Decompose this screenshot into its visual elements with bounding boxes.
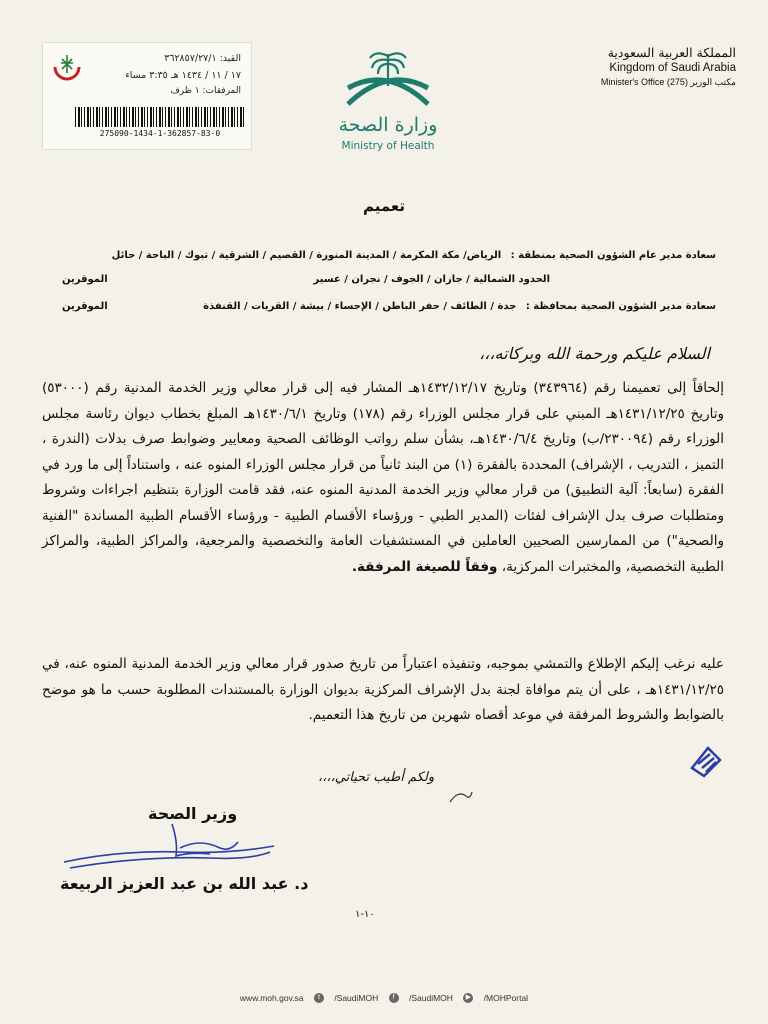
logo-english-name: Ministry of Health: [341, 140, 435, 152]
document-title: تعميم: [362, 197, 406, 215]
greeting: السلام عليكم ورحمة الله وبركاته،،،: [479, 344, 710, 363]
addressee-line-1: [52, 250, 716, 261]
footer-twitter[interactable]: /SaudiMOH: [334, 992, 379, 1003]
registry-stamp: [42, 42, 252, 150]
facebook-icon: f: [389, 993, 399, 1003]
minister-signature: [60, 812, 280, 882]
minister-title: وزير الصحة: [148, 804, 238, 823]
footer: [0, 992, 768, 1003]
addressee-line-2: [52, 274, 716, 285]
footer-website[interactable]: www.moh.gov.sa: [239, 992, 304, 1003]
blue-stamp-icon: [686, 740, 726, 780]
stamp-record-number: القيد: ٣٦٢٨٥٧/٢٧/١: [164, 53, 241, 64]
body-paragraph-2: [42, 652, 724, 729]
footer-facebook[interactable]: /SaudiMOH: [408, 992, 453, 1003]
paragraph-1-text: إلحاقاً إلى تعميمنا رقم (٣٤٣٩٦٤) وتاريخ ١٤٣٢/١٢/١٧هـ المشار فيه إلى قرار معالي وزير الخدمة المدنية رقم (٥٣٠٠٠) وتاريخ ١٤٣١/١٢/٢٥هـ المبني على قرار مجلس الوزراء رقم (١٧٨) وتاريخ ١٤٣٠/٦/١هـ المبلغ بخطاب ديوان رئاسة مجلس الوزراء رقم (٢٣٠٠٩٤/ب) وتاريخ ١٤٣٠/٦/٤هـ، بشأن سلم رواتب الوظائف الصحية ومعايير وضوابط صرف بدلات (الندرة ، التميز ، التدريب ، الإشراف) المحددة بالفقرة (١) من البند ثانياً من قرار مجلس الوزراء المنوه عنه ، واستناداً إلى ما ورد في الفقرة (سابعاً: آلية التطبيق) من قرار معالي وزير الخدمة المدنية المنوه عنه، فقد قامت الوزارة بتنظيم اجراءات وشروط ومتطلبات صرف بدل الإشراف لفئات (المدير الطبي - ورؤساء الأقسام الطبية - ورؤساء الأقسام الطبية المساندة "الفنية والصحية") من الممارسين الصحيين العاملين في المستشفيات العامة والتخصصية والمرجعية، والمراكز الطبية، والمراكز الطبية التخصصية، والمختبرات المركزية،: [42, 380, 724, 575]
moh-emblem-icon: [49, 49, 85, 85]
addressee-label-region: سعادة مدير عام الشؤون الصحية بمنطقة :: [510, 250, 716, 261]
respect-title-1: الموقرين: [62, 274, 108, 285]
paragraph-2-text: عليه نرغب إليكم الإطلاع والتمشي بموجبه، وتنفيذه اعتباراً من تاريخ صدور قرار معالي وزير الخدمة المدنية المنوه عنه، في ١٤٣١/١٢/٢٥هـ ، على أن يتم موافاة لجنة بدل الإشراف المركزية بديوان الوزارة بالمستندات المطلوبة حسب ما هو موضح بالضوابط والشروط المرفقة في موعد أقصاه شهرين من تاريخ هذا التعميم.: [42, 656, 724, 723]
initials-mark: [446, 786, 476, 808]
addressee-regions-2: الحدود الشمالية / جازان / الجوف / نجران / عسير: [313, 274, 550, 285]
closing-salutation: ولكم أطيب تحياتي،،،،: [318, 770, 435, 785]
stamp-date: ١٧ / ١١ / ١٤٣٤ هـ ٣:٣٥ مساء: [125, 70, 241, 81]
addressee-label-governorate: سعادة مدير الشؤون الصحية بمحافظة :: [525, 301, 716, 312]
barcode-number: 275090-1434-1-362857-83-0: [99, 129, 221, 138]
body-paragraph-1: [42, 376, 724, 580]
twitter-icon: t: [314, 993, 324, 1003]
kingdom-heading: [536, 45, 736, 88]
respect-title-2: الموقرين: [62, 301, 108, 312]
youtube-icon: ▶: [463, 993, 473, 1003]
paragraph-1-emphasis: وفقاً للصيغة المرفقة.: [351, 558, 498, 575]
kingdom-arabic: المملكة العربية السعودية: [607, 45, 736, 60]
logo-arabic-name: وزارة الصحة: [338, 114, 438, 136]
palm-swords-icon: [318, 46, 458, 114]
minister-name: د. عبد الله بن عبد العزيز الربيعة: [60, 874, 309, 893]
stamp-attachments: المرفقات: ١ ظرف: [170, 86, 241, 96]
minister-office: مكتب الوزير (275) Minister's Office: [600, 77, 736, 87]
addressee-line-3: [52, 301, 716, 312]
addressee-regions-1: الرياض/ مكة المكرمة / المدينة المنورة / القصيم / الشرقية / تبوك / الباحة / حائل: [111, 250, 502, 261]
moh-logo: [318, 46, 458, 156]
addressee-regions-3: جدة / الطائف / حفر الباطن / الإحساء / بيشة / القريات / القنفذة: [203, 301, 517, 312]
footer-youtube[interactable]: /MOHPortal: [483, 992, 529, 1003]
barcode: [75, 107, 245, 127]
page-number: ١٠-١: [355, 909, 375, 920]
kingdom-english: Kingdom of Saudi Arabia: [609, 62, 736, 74]
